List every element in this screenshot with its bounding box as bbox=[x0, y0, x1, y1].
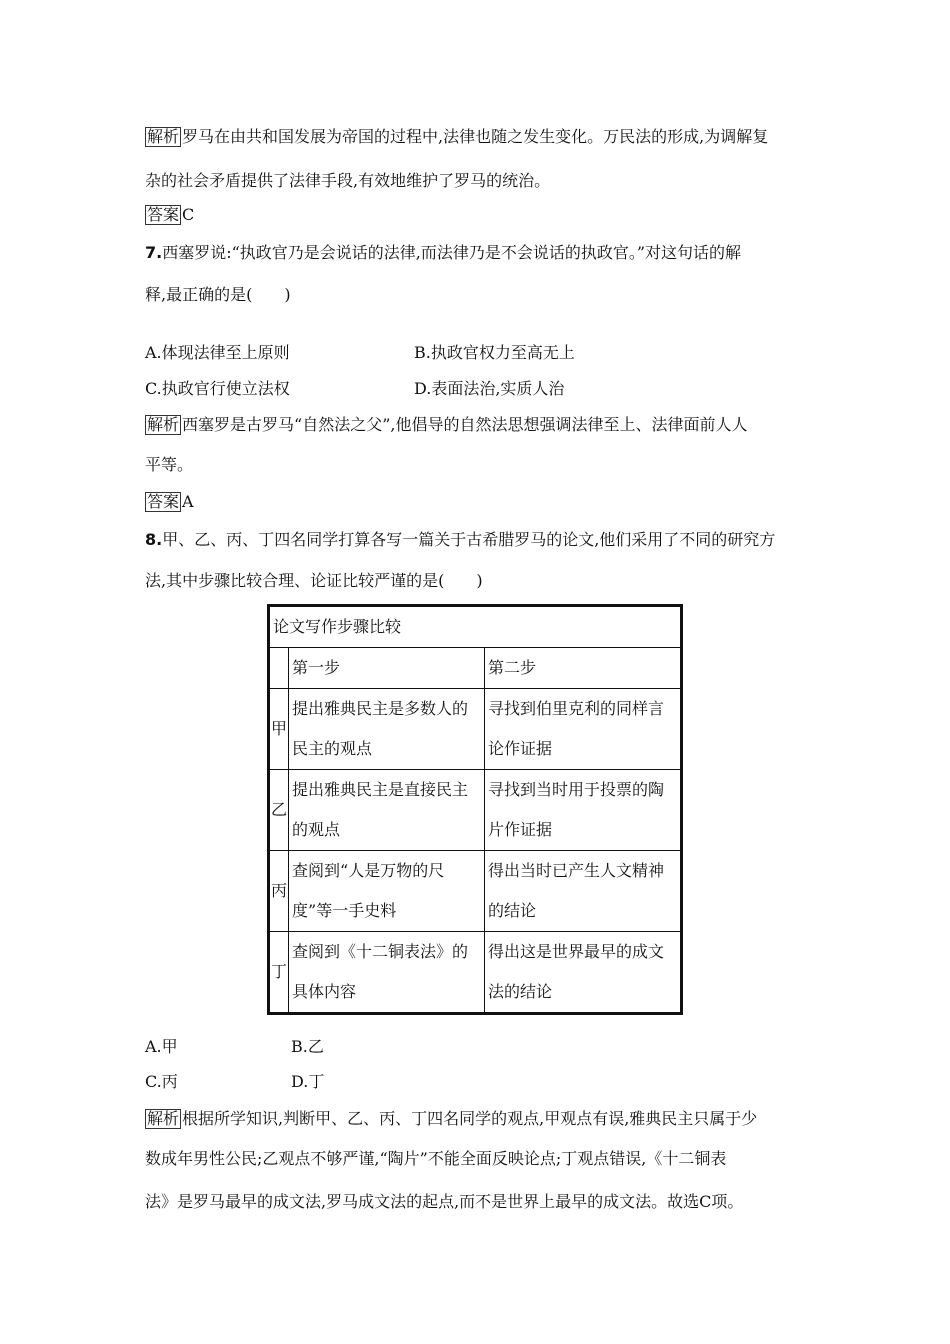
cell-line: 的观点 bbox=[292, 820, 341, 839]
step1-cell bbox=[289, 851, 485, 932]
analysis-text-cont: 杂的社会矛盾提供了法律手段,有效地维护了罗马的统治。 bbox=[145, 171, 551, 190]
q8-stem bbox=[145, 529, 775, 551]
analysis-tag: 解析 bbox=[147, 1109, 180, 1128]
q8-stem-cont: 法,其中步骤比较合理、论证比较严谨的是( ) bbox=[145, 571, 483, 590]
step1-cell bbox=[289, 770, 485, 851]
analysis-text-cont: 法》是罗马最早的成文法,罗马成文法的起点,而不是世界上最早的成文法。故选C项。 bbox=[145, 1192, 744, 1211]
analysis-tag: 解析 bbox=[147, 127, 180, 146]
q7-analysis bbox=[145, 414, 747, 436]
q7-stem bbox=[145, 242, 741, 264]
comparison-table bbox=[267, 604, 683, 1015]
step1-cell bbox=[289, 689, 485, 770]
q8-number: 8. bbox=[145, 530, 163, 549]
analysis-text: 西塞罗是古罗马“自然法之父”,他倡导的自然法思想强调法律至上、法律面前人人 bbox=[182, 415, 748, 434]
table-row bbox=[269, 851, 682, 932]
cell-line: 法的结论 bbox=[487, 982, 552, 1001]
step2-cell bbox=[484, 932, 681, 1014]
q8-analysis bbox=[145, 1108, 757, 1130]
step1-cell bbox=[289, 932, 485, 1014]
q8-option-a: A.甲 bbox=[145, 1037, 178, 1056]
cell-line: 得出当时已产生人文精神 bbox=[487, 861, 664, 880]
cell-line: 具体内容 bbox=[292, 982, 357, 1001]
cell-line: 民主的观点 bbox=[292, 739, 373, 758]
row-label: 丙 bbox=[269, 851, 289, 932]
analysis-line bbox=[145, 126, 768, 148]
step2-cell bbox=[484, 851, 681, 932]
step2-cell bbox=[484, 770, 681, 851]
cell-line: 的结论 bbox=[487, 901, 536, 920]
step2-cell bbox=[484, 689, 681, 770]
q8-option-d: D.丁 bbox=[291, 1072, 325, 1091]
answer-value: A bbox=[182, 492, 194, 511]
table-header-step2: 第二步 bbox=[484, 648, 681, 689]
q8-option-c: C.丙 bbox=[145, 1072, 178, 1091]
cell-line: 提出雅典民主是多数人的 bbox=[292, 699, 469, 718]
analysis-text-cont: 平等。 bbox=[145, 455, 194, 474]
cell-line: 片作证据 bbox=[487, 820, 552, 839]
table-row bbox=[269, 932, 682, 1014]
q7-option-c: C.执政官行使立法权 bbox=[145, 379, 290, 398]
q7-answer bbox=[145, 491, 194, 513]
answer-line bbox=[145, 204, 194, 226]
q7-option-a: A.体现法律至上原则 bbox=[145, 343, 290, 362]
answer-tag: 答案 bbox=[147, 205, 180, 224]
table-row bbox=[269, 770, 682, 851]
q7-number: 7. bbox=[145, 243, 163, 262]
table-header-step1: 第一步 bbox=[289, 648, 485, 689]
cell-line: 寻找到当时用于投票的陶 bbox=[487, 780, 664, 799]
cell-line: 得出这是世界最早的成文 bbox=[487, 942, 664, 961]
cell-line: 寻找到伯里克利的同样言 bbox=[487, 699, 664, 718]
cell-line: 论作证据 bbox=[487, 739, 552, 758]
q7-option-b: B.执政官权力至高无上 bbox=[414, 343, 575, 362]
row-label: 乙 bbox=[269, 770, 289, 851]
q7-option-d: D.表面法治,实质人治 bbox=[414, 379, 565, 398]
analysis-text: 根据所学知识,判断甲、乙、丙、丁四名同学的观点,甲观点有误,雅典民主只属于少 bbox=[182, 1109, 758, 1128]
q7-stem-cont: 释,最正确的是( ) bbox=[145, 285, 291, 304]
row-label: 甲 bbox=[269, 689, 289, 770]
table-row bbox=[269, 689, 682, 770]
cell-line: 查阅到《十二铜表法》的 bbox=[292, 942, 469, 961]
cell-line: 查阅到“人是万物的尺 bbox=[292, 861, 445, 880]
cell-line: 提出雅典民主是直接民主 bbox=[292, 780, 469, 799]
analysis-tag: 解析 bbox=[147, 415, 180, 434]
answer-tag: 答案 bbox=[147, 492, 180, 511]
table-corner-cell bbox=[269, 648, 289, 689]
table-title: 论文写作步骤比较 bbox=[269, 606, 682, 648]
analysis-text: 罗马在由共和国发展为帝国的过程中,法律也随之发生变化。万民法的形成,为调解复 bbox=[182, 127, 769, 146]
q7-stem-text: 西塞罗说:“执政官乃是会说话的法律,而法律乃是不会说话的执政官。”对这句话的解 bbox=[162, 243, 742, 262]
answer-value: C bbox=[182, 205, 195, 224]
cell-line: 度”等一手史料 bbox=[292, 901, 397, 920]
q8-option-b: B.乙 bbox=[291, 1037, 324, 1056]
q8-stem-text: 甲、乙、丙、丁四名同学打算各写一篇关于古希腊罗马的论文,他们采用了不同的研究方 bbox=[162, 530, 776, 549]
row-label: 丁 bbox=[269, 932, 289, 1014]
analysis-text-cont: 数成年男性公民;乙观点不够严谨,“陶片”不能全面反映论点;丁观点错误,《十二铜表 bbox=[145, 1149, 727, 1168]
